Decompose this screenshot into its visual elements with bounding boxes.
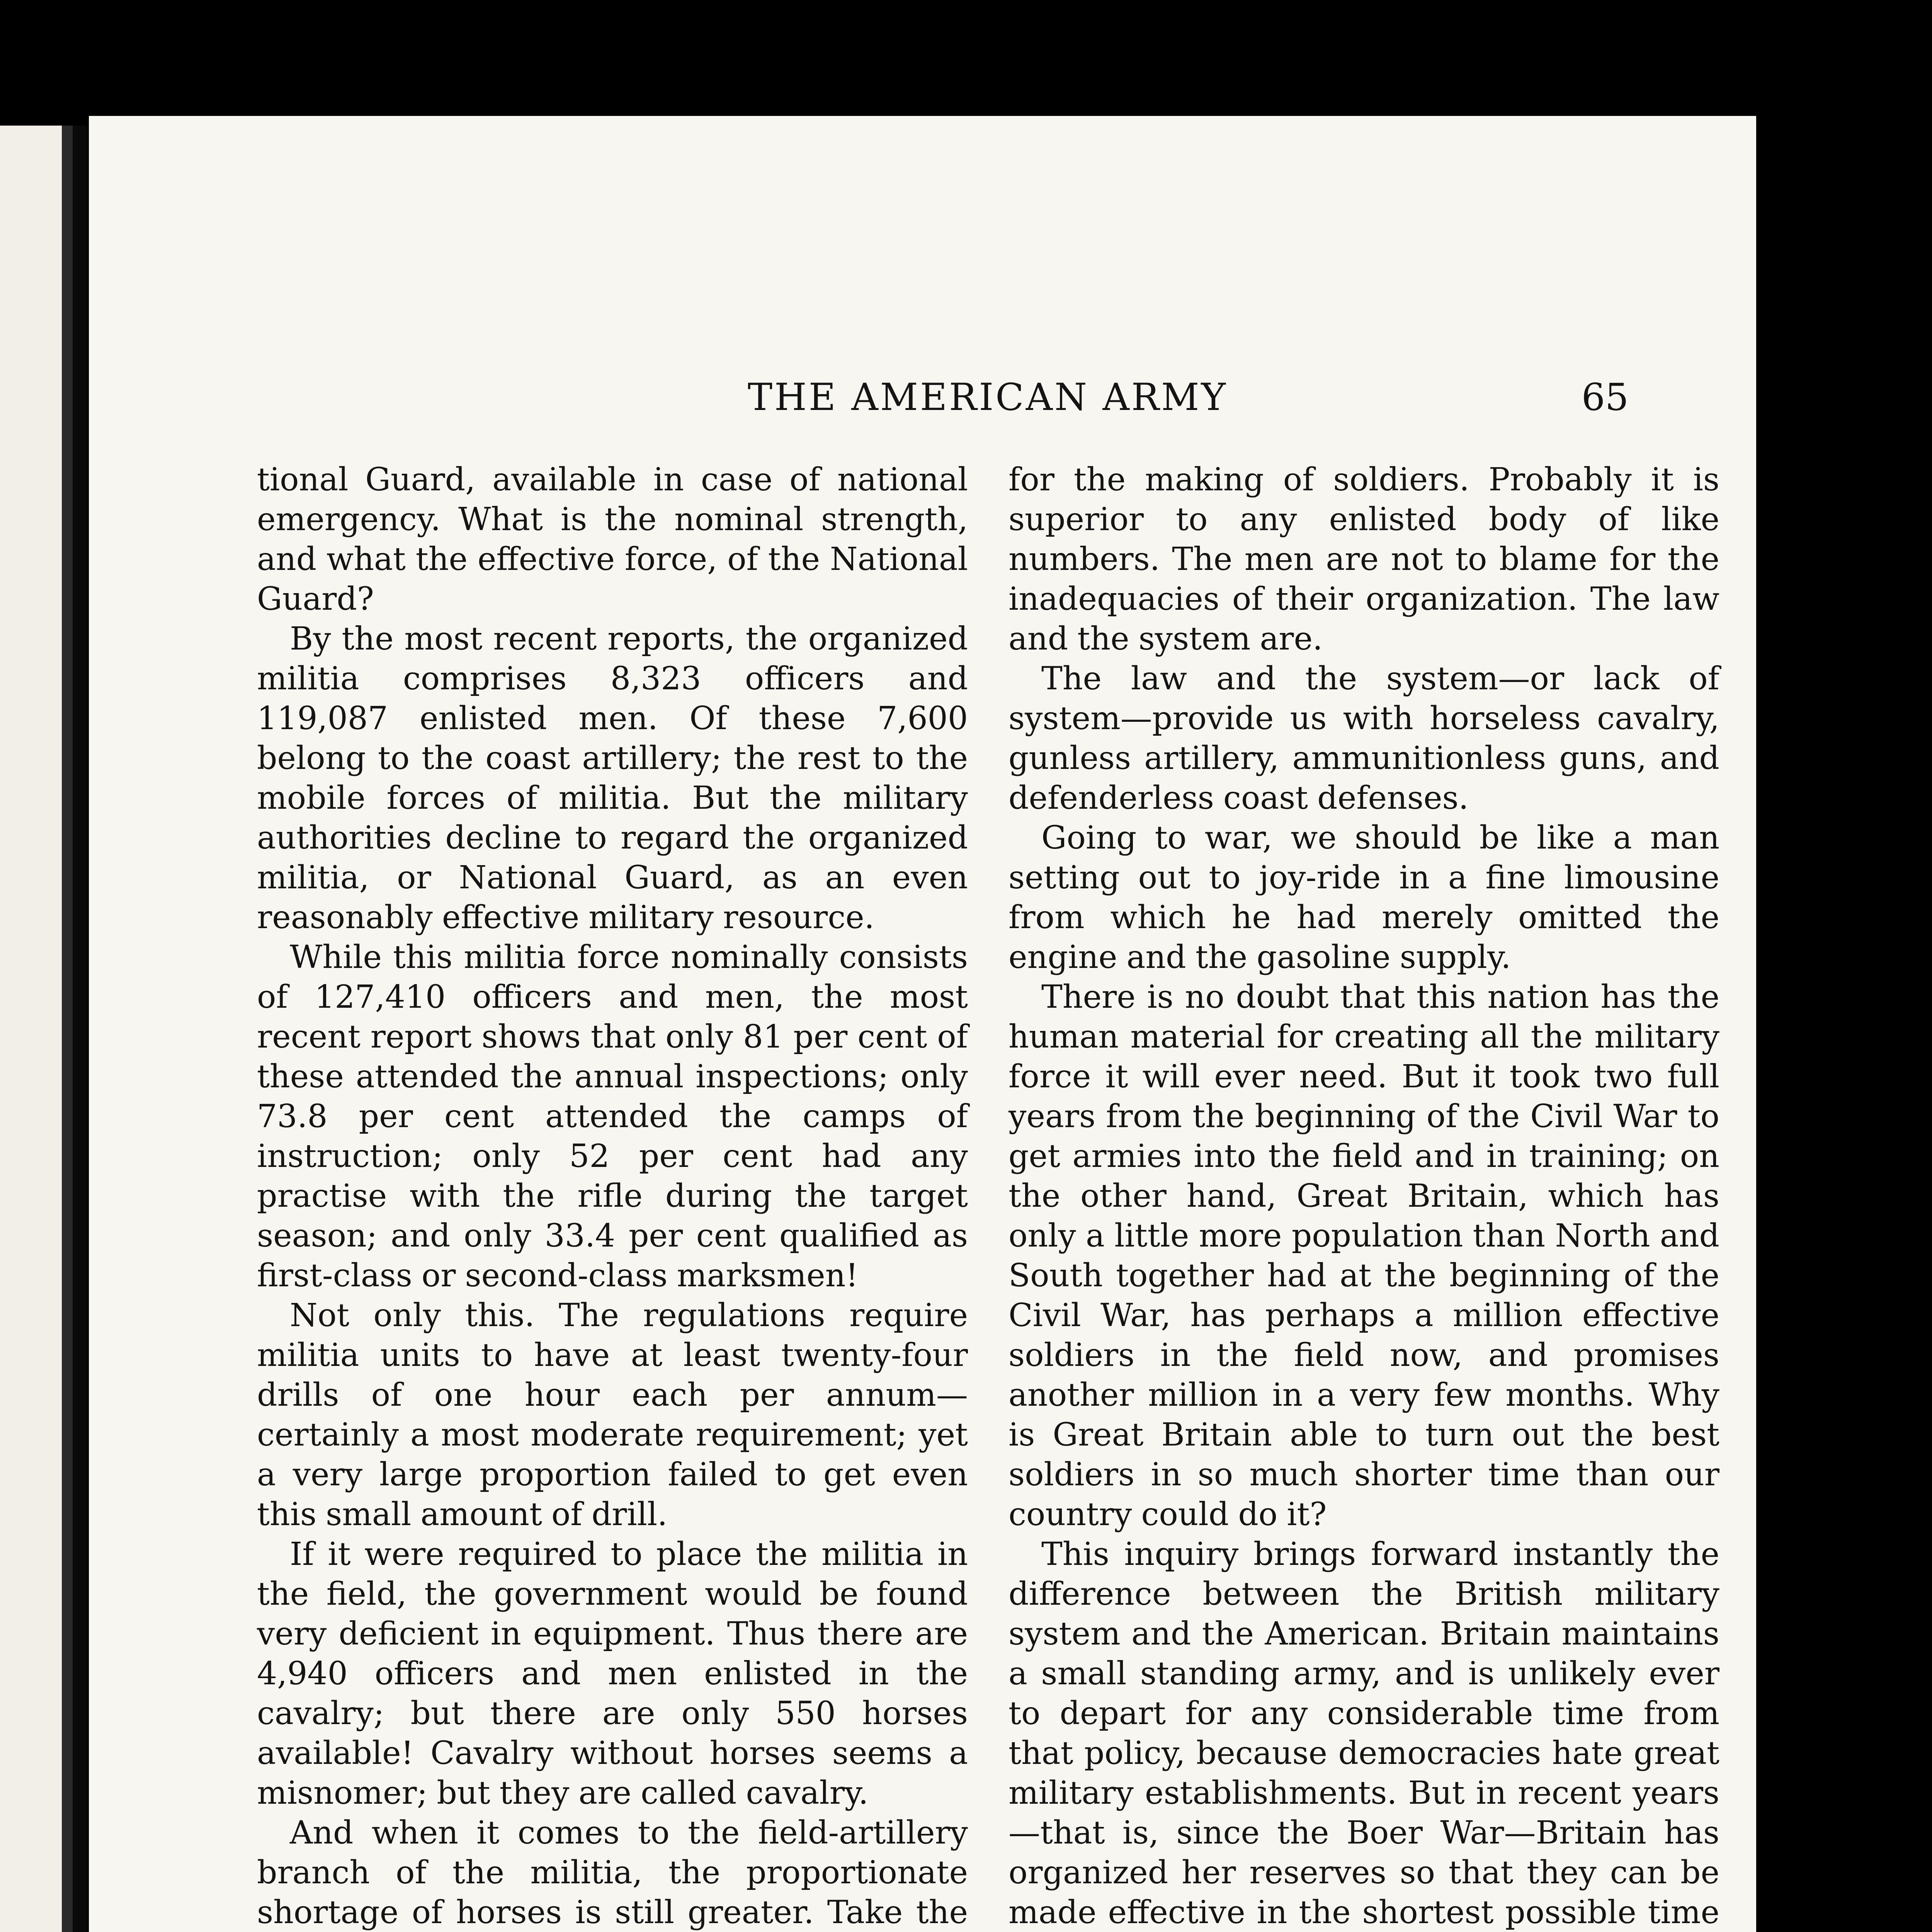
book-page xyxy=(89,116,1756,1932)
paragraph: The law and the system—or lack of system—provide us with horseless cavalry, gunless artillery, ammunitionless guns, and defenderless coast defenses. xyxy=(1009,660,1719,816)
paragraph: There is no doubt that this nation has the human material for creating all the military force it will ever need. But it took two full years from the beginning of the Civil War to get armies into the field and in training; on the other hand, Great Britain, which has only a little more population than North and South together had at the beginning of the Civil War, has perhaps a million effective soldiers in the field now, and promises another million in a very few months. Why is Great Britain able to turn out the best soldiers in so much shorter time than our country could do it? xyxy=(1009,979,1719,1533)
paragraph: for the making of soldiers. Probably it is superior to any enlisted body of like numbers. The men are not to blame for the inadequacies of their organization. The law and the system are. xyxy=(1009,461,1719,657)
gutter-shadow xyxy=(73,126,88,1932)
paragraph: While this militia force nominally consists of 127,410 officers and men, the most recent report shows that only 81 per cent of these attended the annual inspections; only 73.8 per cent attended the camps of instruction; only 52 per cent had any practise with the rifle during the target season; and only 33.4 per cent qualified as first-class or second-class marksmen! xyxy=(257,939,968,1294)
paragraph: And when it comes to the field-artillery branch of the militia, the proportionate shortage of horses is still greater. Take the xyxy=(257,1815,968,1931)
paragraph: This inquiry brings forward instantly the difference between the British military system and the American. Britain maintains a small standing army, and is unlikely ever to depart for any considerable time from that policy, because democracies hate great military establishments. But in recent years—that is, since the Boer War—Britain has organized her reserves so that they can be made effective in the shortest possible time xyxy=(1009,1536,1719,1931)
facing-page-edge xyxy=(0,126,73,1932)
paragraph: If it were required to place the militia in the field, the government would be found very deficient in equipment. Thus there are 4,940 officers and men enlisted in the cavalry; but there are only 550 horses available! Cavalry without horses seems a misnomer; but they are called cavalry. xyxy=(257,1536,968,1811)
right-column xyxy=(1009,460,1719,1932)
running-title: THE AMERICAN ARMY xyxy=(748,376,1228,419)
left-column xyxy=(257,460,968,1932)
paragraph: Going to war, we should be like a man setting out to joy-ride in a fine limousine from which he had merely omitted the engine and the gasoline supply. xyxy=(1009,820,1719,976)
page-number: 65 xyxy=(1581,376,1629,419)
paragraph: By the most recent reports, the organized militia comprises 8,323 officers and 119,087 enlisted men. Of these 7,600 belong to the coast artillery; the rest to the mobile forces of militia. But the military authorities decline to regard the organized militia, or National Guard, as an even reasonably effective military resource. xyxy=(257,621,968,936)
paragraph: Not only this. The regulations require militia units to have at least twenty-four drills of one hour each per annum—certainly a most moderate requirement; yet a very large proportion failed to get even this small amount of drill. xyxy=(257,1297,968,1533)
paragraph: tional Guard, available in case of national emergency. What is the nominal strength, and what the effective force, of the National Guard? xyxy=(257,461,968,617)
